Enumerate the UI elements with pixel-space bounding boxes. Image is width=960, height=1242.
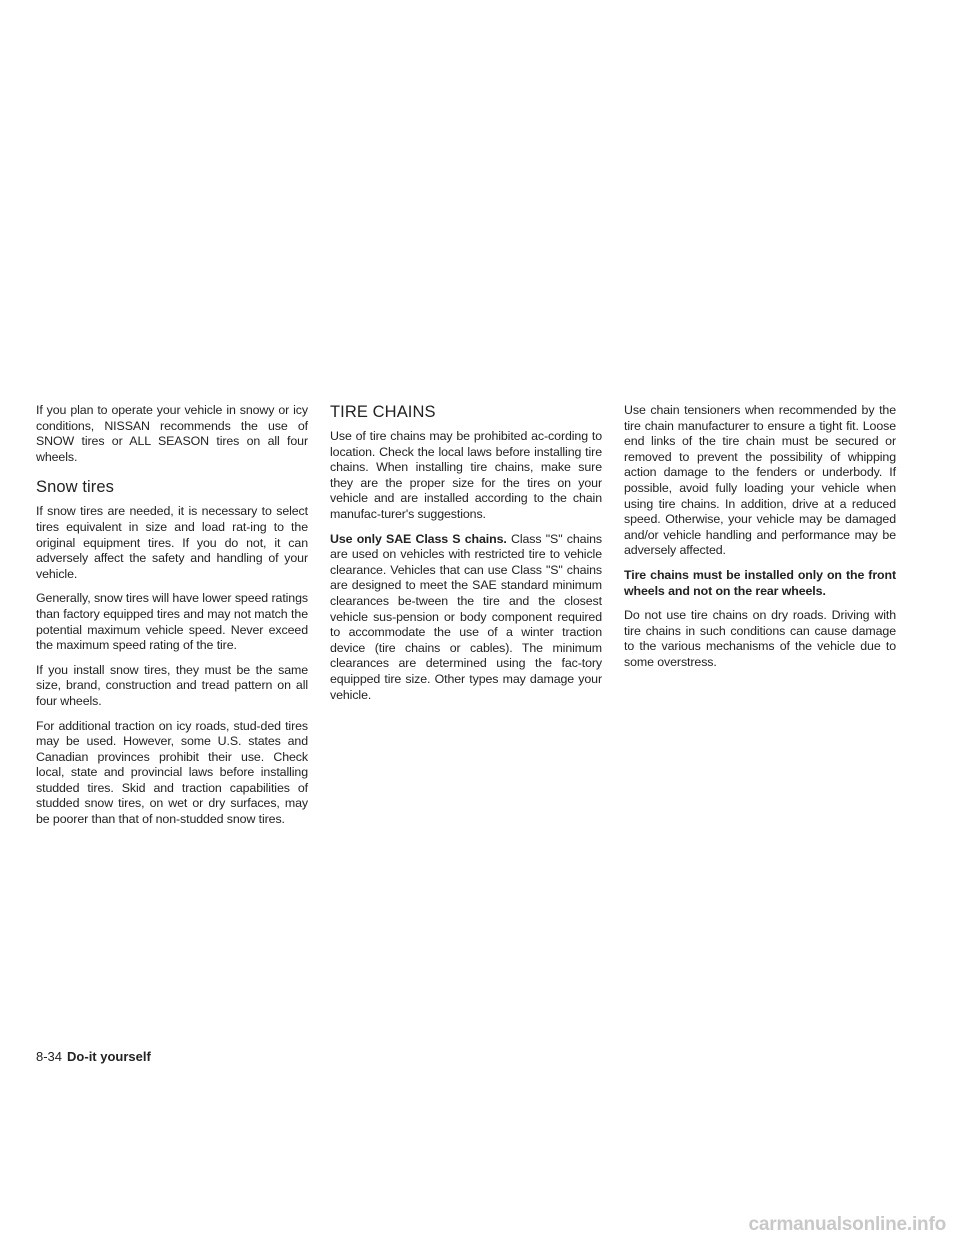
column-right [624,403,896,671]
sae-class-s-paragraph [330,532,602,704]
snow-tires-paragraph-3: If you install snow tires, they must be the same size, brand, construction and tread pattern on all four wheels. [36,662,308,708]
snow-tires-paragraph-2: Generally, snow tires will have lower speed ratings than factory equipped tires and may not match the potential maximum vehicle speed. Never exceed the maximum speed rating of the tire. [36,591,308,653]
dry-roads-paragraph: Do not use tire chains on dry roads. Driving with tire chains in such conditions can cause damage to the various mechanisms of the vehicle due to some overstress. [624,608,896,669]
sae-class-s-body: Class "S" chains are used on vehicles with restricted tire to vehicle clearance. Vehicles that can use Class "S" chains are designed to meet the SAE standard minimum clearances be-tween the tire and the closest vehicle sus-pension or body component required to accommodate the use of a winter traction device (tire chains or cables). The minimum clearances are determined using the fac-tory equipped tire size. Other types may damage your vehicle. [330,531,602,702]
snow-tires-heading: Snow tires [36,478,115,497]
tire-chains-heading: TIRE CHAINS [330,403,436,421]
chapter-title: Do-it yourself [67,1049,151,1064]
column-left [36,403,308,828]
page-footer [36,1049,151,1065]
front-wheels-warning: Tire chains must be installed only on the front wheels and not on the rear wheels. [624,567,896,598]
column-middle [330,403,602,703]
chain-tensioners-paragraph: Use chain tensioners when recommended by the tire chain manufacturer to ensure a tight fit. Loose end links of the tire chain must be secured or removed to prevent the possibility of whipping action damage to the fenders or underbody. If possible, avoid fully loading your vehicle when using tire chains. In addition, drive at a reduced speed. Otherwise, your vehicle may be damaged and/or vehicle handling and performance may be adversely affected. [624,403,896,558]
watermark: carmanualsonline.info [748,1214,946,1235]
tire-chains-paragraph-1: Use of tire chains may be prohibited ac-cording to location. Check the local laws before installing tire chains. When installing tire chains, make sure they are the proper size for the tires on your vehicle and are installed according to the chain manufac-turer's suggestions. [330,429,602,521]
snow-tires-paragraph-4: For additional traction on icy roads, stud-ded tires may be used. However, some U.S. states and Canadian provinces prohibit their use. Check local, state and provincial laws before installing studded tires. Skid and traction capabilities of studded snow tires, on wet or dry surfaces, may be poorer than that of non-studded snow tires. [36,718,308,827]
page-number: 8-34 [36,1049,63,1064]
sae-class-s-lead: Use only SAE Class S chains. [330,531,507,546]
intro-paragraph: If you plan to operate your vehicle in snowy or icy conditions, NISSAN recommends the use of SNOW tires or ALL SEASON tires on all four wheels. [36,403,308,464]
snow-tires-paragraph-1: If snow tires are needed, it is necessary to select tires equivalent in size and load rat-ing to the original equipment tires. If you do not, it can adversely affect the safety and handling of your vehicle. [36,504,308,581]
